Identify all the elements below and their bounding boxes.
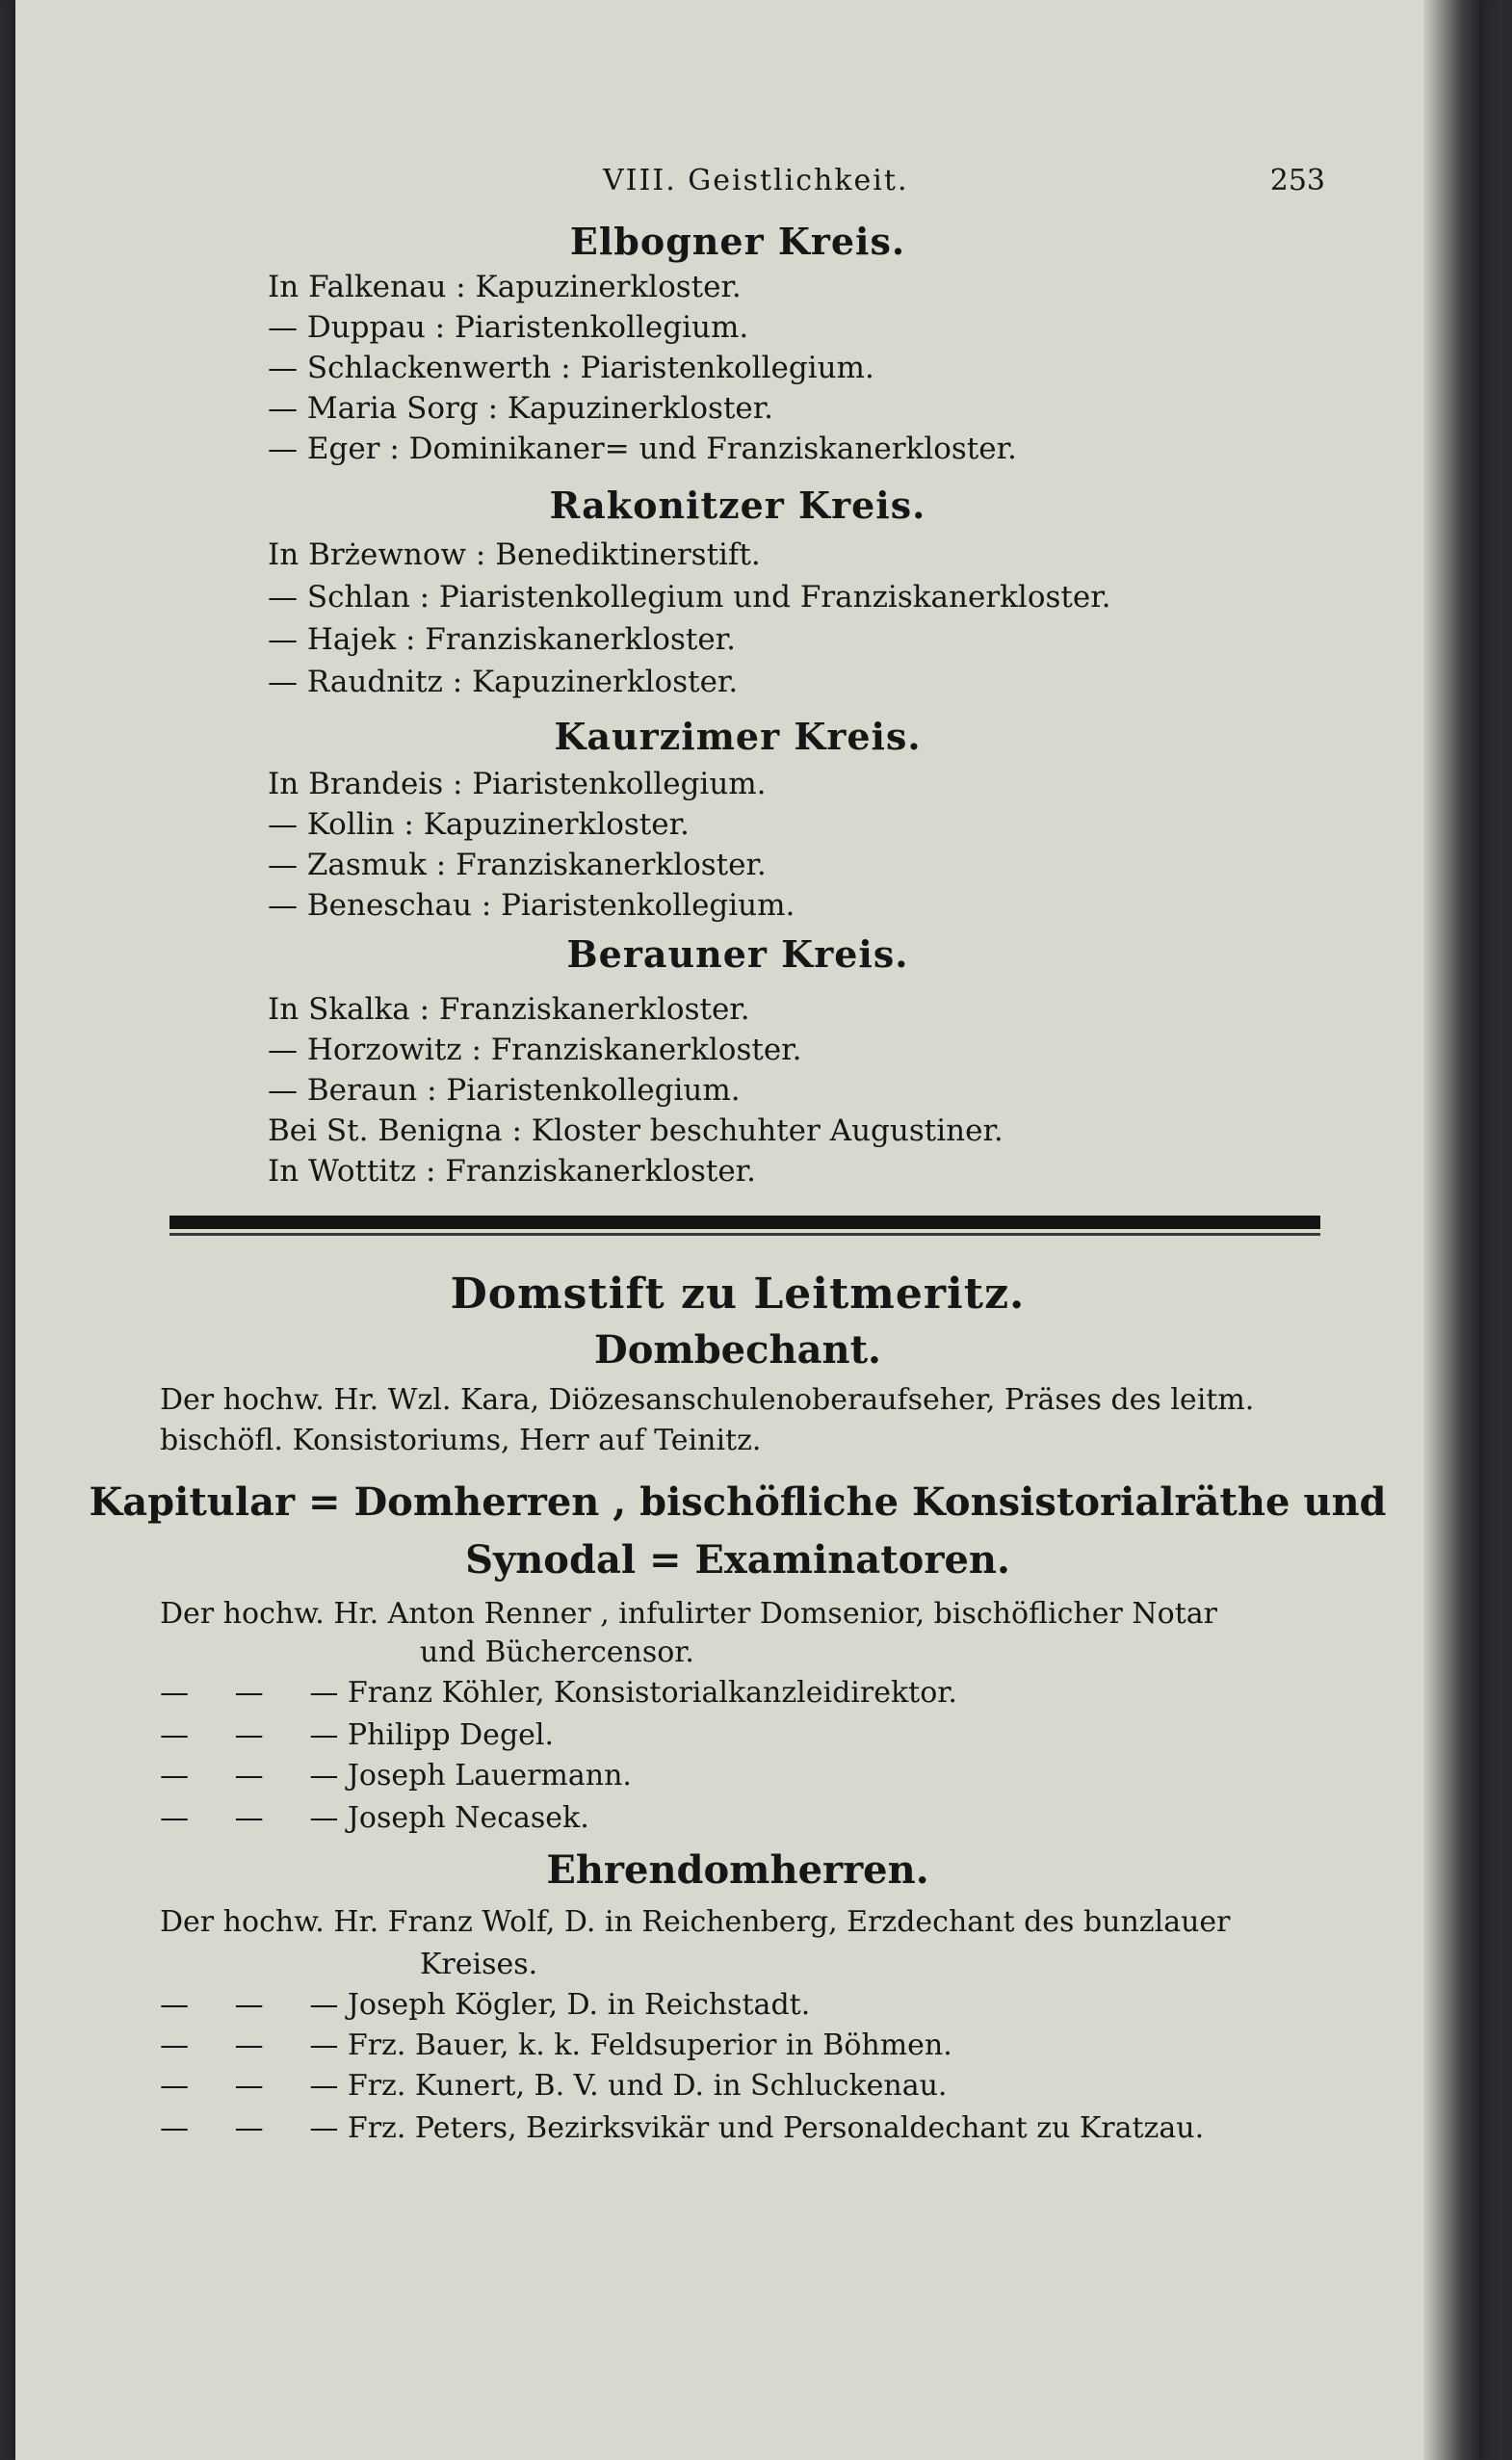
list-item: — Beneschau : Piaristenkollegium. xyxy=(268,888,795,923)
ehren-line: Der hochw. Hr. Franz Wolf, D. in Reichenberg, Erzdechant des bunzlauer xyxy=(160,1905,1231,1939)
dombechant-line: bischöfl. Konsistoriums, Herr auf Teinitz. xyxy=(160,1424,762,1457)
divider-rule-thin xyxy=(169,1233,1320,1236)
page-number: 253 xyxy=(1269,164,1325,197)
list-item: — Beraun : Piaristenkollegium. xyxy=(268,1073,741,1108)
book-binding-edge xyxy=(1423,0,1479,2460)
list-item: — Kollin : Kapuzinerkloster. xyxy=(268,807,690,842)
section-heading-kaurzimer: Kaurzimer Kreis. xyxy=(554,715,922,758)
kapitular-line: — — — Joseph Lauermann. xyxy=(160,1759,632,1793)
book-page xyxy=(15,0,1479,2460)
kapitular-line: — — — Joseph Necasek. xyxy=(160,1801,589,1835)
list-item: — Horzowitz : Franziskanerkloster. xyxy=(268,1033,802,1067)
dombechant-line: Der hochw. Hr. Wzl. Kara, Diözesanschulenoberaufseher, Präses des leitm. xyxy=(160,1383,1255,1417)
kapitular-heading-2: Synodal = Examinatoren. xyxy=(465,1537,1010,1583)
kapitular-line: und Büchercensor. xyxy=(420,1636,694,1669)
list-item: — Eger : Dominikaner= und Franziskanerkloster. xyxy=(268,432,1017,466)
ehren-line: Kreises. xyxy=(420,1948,538,1981)
list-item: — Schlackenwerth : Piaristenkollegium. xyxy=(268,351,874,385)
list-item: — Zasmuk : Franziskanerkloster. xyxy=(268,848,767,882)
kapitular-line: Der hochw. Hr. Anton Renner , infulirter Domsenior, bischöflicher Notar xyxy=(160,1597,1218,1631)
divider-rule xyxy=(169,1216,1320,1229)
ehren-line: — — — Frz. Kunert, B. V. und D. in Schluckenau. xyxy=(160,2069,948,2103)
list-item: — Raudnitz : Kapuzinerkloster. xyxy=(268,665,739,699)
list-item: — Schlan : Piaristenkollegium und Franziskanerkloster. xyxy=(268,580,1111,615)
list-item: In Wottitz : Franziskanerkloster. xyxy=(268,1154,756,1189)
list-item: In Skalka : Franziskanerkloster. xyxy=(268,992,750,1027)
section-heading-berauner: Berauner Kreis. xyxy=(566,932,909,976)
list-item: — Duppau : Piaristenkollegium. xyxy=(268,310,749,345)
kapitular-line: — — — Franz Köhler, Konsistorialkanzleidirektor. xyxy=(160,1676,957,1710)
section-heading-rakonitzer: Rakonitzer Kreis. xyxy=(549,484,926,527)
list-item: In Brandeis : Piaristenkollegium. xyxy=(268,767,767,801)
ehren-line: — — — Frz. Bauer, k. k. Feldsuperior in Böhmen. xyxy=(160,2028,952,2062)
list-item: — Maria Sorg : Kapuzinerkloster. xyxy=(268,391,774,426)
domstift-title: Domstift zu Leitmeritz. xyxy=(450,1269,1026,1319)
running-head-title: VIII. Geistlichkeit. xyxy=(603,164,909,197)
list-item: — Hajek : Franziskanerkloster. xyxy=(268,622,736,657)
kapitular-heading: Kapitular = Domherren , bischöfliche Konsistorialräthe und xyxy=(89,1479,1387,1525)
kapitular-line: — — — Philipp Degel. xyxy=(160,1718,555,1752)
section-heading-elbogner: Elbogner Kreis. xyxy=(569,220,906,263)
list-item: In Falkenau : Kapuzinerkloster. xyxy=(268,270,742,304)
dombechant-heading: Dombechant. xyxy=(594,1327,881,1373)
ehren-line: — — — Joseph Kögler, D. in Reichstadt. xyxy=(160,1988,811,2022)
list-item: Bei St. Benigna : Kloster beschuhter Augustiner. xyxy=(268,1113,1004,1148)
ehrendomherren-heading: Ehrendomherren. xyxy=(546,1847,929,1893)
list-item: In Brżewnow : Benediktinerstift. xyxy=(268,537,761,572)
ehren-line: — — — Frz. Peters, Bezirksvikär und Personaldechant zu Kratzau. xyxy=(160,2111,1205,2145)
running-head xyxy=(73,164,1325,202)
